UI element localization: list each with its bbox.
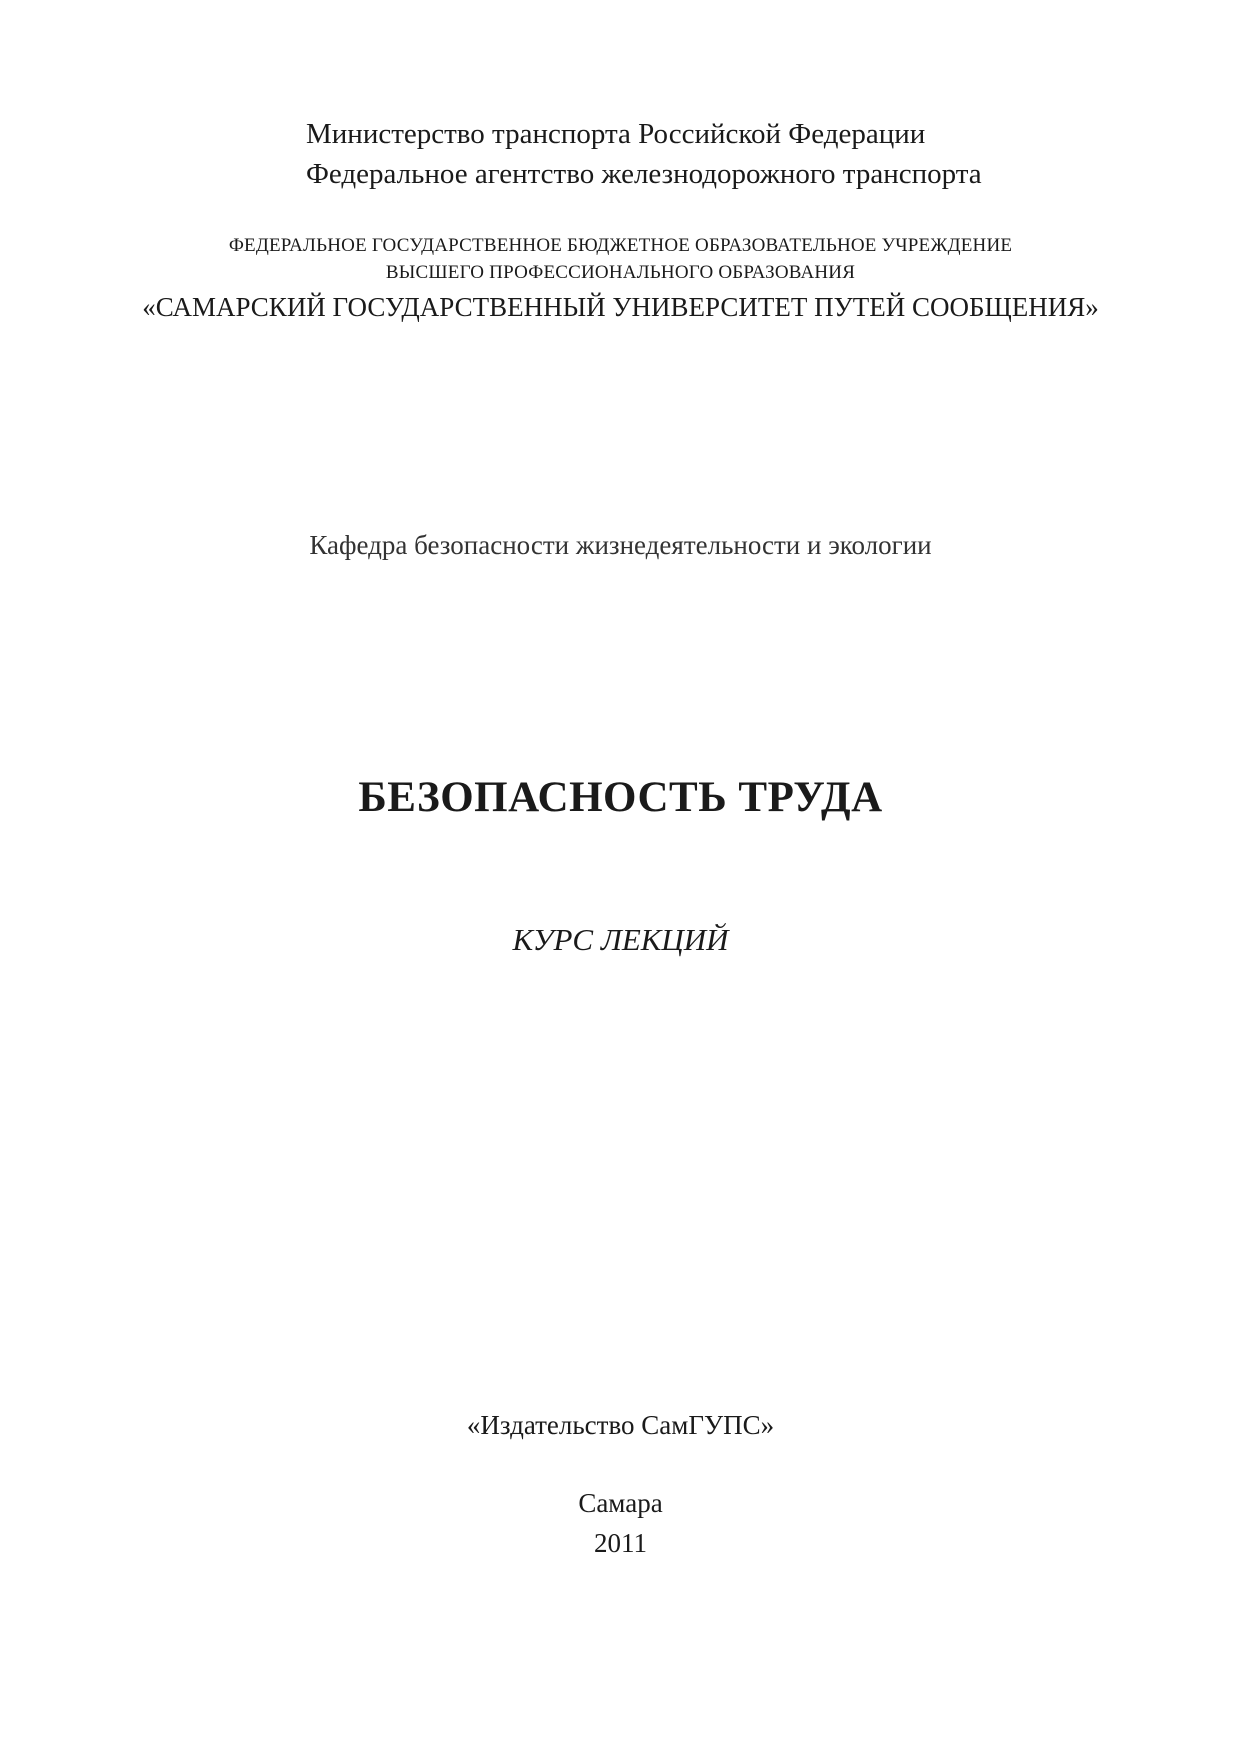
university-name: «САМАРСКИЙ ГОСУДАРСТВЕННЫЙ УНИВЕРСИТЕТ ПУТЕЙ СООБЩЕНИЯ» — [142, 292, 1099, 322]
city: Самара — [578, 1488, 663, 1518]
institution-type-line-1: ФЕДЕРАЛЬНОЕ ГОСУДАРСТВЕННОЕ БЮДЖЕТНОЕ ОБРАЗОВАТЕЛЬНОЕ УЧРЕЖДЕНИЕ — [228, 235, 1013, 256]
ministry-name: Министерство транспорта Российской Федерации — [306, 118, 926, 150]
publisher: «Издательство СамГУПС» — [466, 1410, 775, 1440]
document-title: БЕЗОПАСНОСТЬ ТРУДА — [358, 774, 883, 821]
document-subtitle: КУРС ЛЕКЦИЙ — [512, 922, 729, 957]
agency-name: Федеральное агентство железнодорожного транспорта — [306, 158, 982, 190]
department-name: Кафедра безопасности жизнедеятельности и экологии — [309, 530, 932, 560]
institution-type-line-2: ВЫСШЕГО ПРОФЕССИОНАЛЬНОГО ОБРАЗОВАНИЯ — [385, 262, 856, 283]
year: 2011 — [594, 1528, 647, 1558]
